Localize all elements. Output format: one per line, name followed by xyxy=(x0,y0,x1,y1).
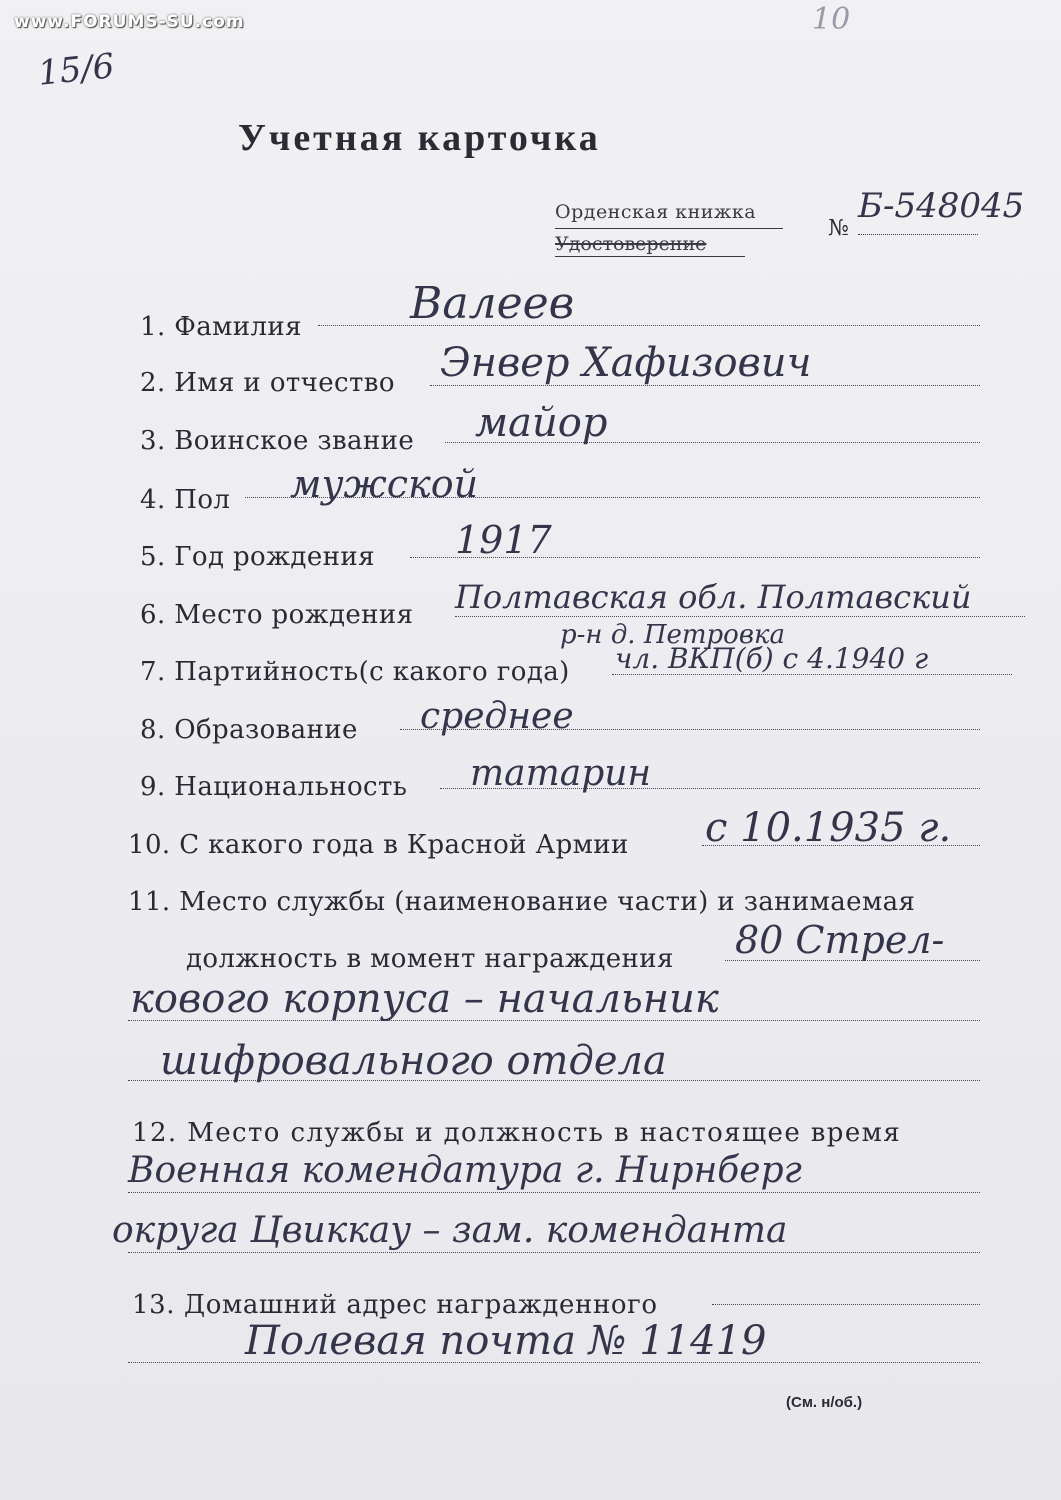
number-sign: № xyxy=(828,216,849,241)
order-book-label: Орденская книжка xyxy=(555,201,757,223)
field-value-current-2: округа Цвиккау – зам. коменданта xyxy=(112,1210,788,1251)
order-book-number: Б-548045 xyxy=(858,186,1025,226)
fill-line xyxy=(128,1192,980,1193)
field-value-service-1: 80 Стрел- xyxy=(735,918,945,962)
archive-mark: 15/6 xyxy=(36,46,117,94)
field-value-sex: мужской xyxy=(290,462,479,506)
field-label-surname: 1. Фамилия xyxy=(140,312,302,342)
field-label-sex: 4. Пол xyxy=(140,485,231,515)
field-label-rank: 3. Воинское звание xyxy=(140,426,415,456)
field-label-birthplace: 6. Место рождения xyxy=(140,600,414,630)
fill-line xyxy=(712,1304,980,1305)
divider xyxy=(555,228,783,229)
certificate-label-crossed: Удостоверение xyxy=(555,233,707,255)
archive-mark-top: 10 xyxy=(812,2,851,37)
field-label-education: 8. Образование xyxy=(140,715,358,745)
field-value-home-address: Полевая почта № 11419 xyxy=(245,1318,767,1364)
field-value-rank: майор xyxy=(475,400,608,446)
field-value-name: Энвер Хафизович xyxy=(440,340,812,386)
field-value-birth-year: 1917 xyxy=(455,518,552,562)
card-title: Учетная карточка xyxy=(238,117,601,159)
watermark: www.FORUMS-SU.com xyxy=(14,12,245,32)
field-value-service-2: кового корпуса – начальник xyxy=(130,976,719,1022)
field-value-service-3: шифровального отдела xyxy=(160,1038,667,1084)
fill-line xyxy=(455,616,1025,617)
field-value-nationality: татарин xyxy=(470,753,652,794)
fill-line xyxy=(128,1252,980,1253)
field-value-birthplace-2: р-н д. Петровка xyxy=(560,620,785,650)
field-value-current-1: Военная комендатура г. Нирнберг xyxy=(128,1150,802,1191)
field-label-service-position: должность в момент награждения xyxy=(186,944,674,974)
field-label-army-since: 10. С какого года в Красной Армии xyxy=(128,830,629,860)
see-reverse-note: (См. н/об.) xyxy=(786,1394,863,1411)
field-value-education: среднее xyxy=(420,696,574,737)
field-label-name: 2. Имя и отчество xyxy=(140,368,395,398)
field-label-party: 7. Партийность(с какого года) xyxy=(140,657,570,687)
field-label-current-service: 12. Место службы и должность в настоящее время xyxy=(132,1118,902,1148)
field-value-army-since: с 10.1935 г. xyxy=(705,805,952,851)
field-value-birthplace: Полтавская обл. Полтавский xyxy=(455,578,972,616)
field-label-home-address: 13. Домашний адрес награжденного xyxy=(132,1290,658,1320)
field-value-party: чл. ВКП(б) с 4.1940 г xyxy=(615,642,929,675)
field-label-service-place: 11. Место службы (наименование части) и занимаемая xyxy=(128,887,916,917)
field-label-nationality: 9. Национальность xyxy=(140,772,408,802)
field-label-birth-year: 5. Год рождения xyxy=(140,542,375,572)
field-value-surname: Валеев xyxy=(410,278,575,329)
divider xyxy=(555,256,745,257)
number-line xyxy=(858,234,978,235)
